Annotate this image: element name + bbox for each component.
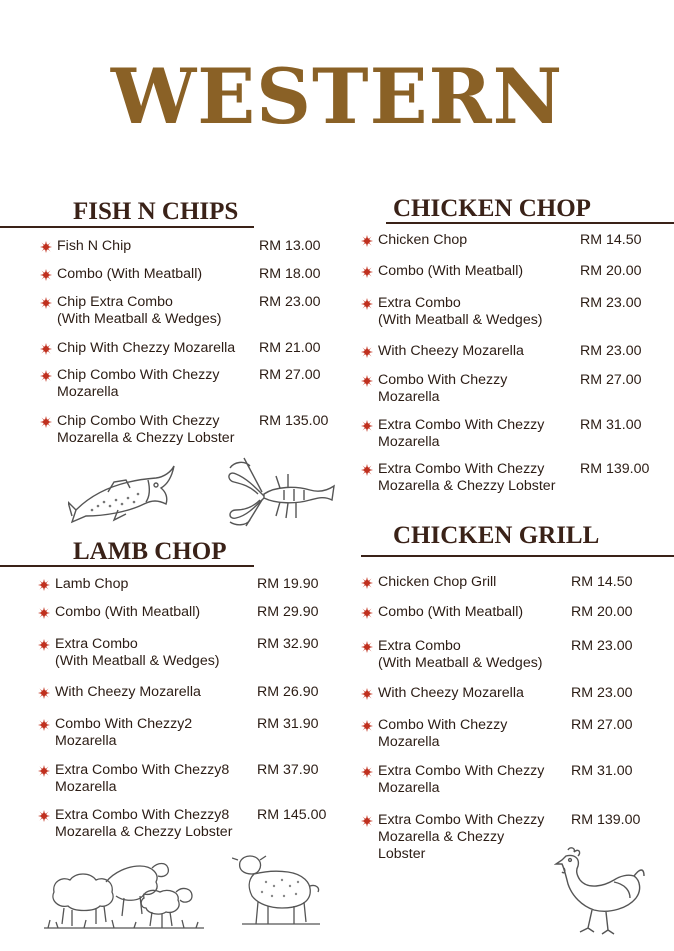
bullet-icon <box>38 607 50 619</box>
menu-item-name-line: With Cheezy Mozarella <box>55 684 201 700</box>
menu-item-price: RM 135.00 <box>259 413 329 429</box>
menu-item-name-line: Extra Combo <box>378 638 461 654</box>
lobster-icon <box>224 456 336 528</box>
bullet-icon <box>38 687 50 699</box>
menu-item-price: RM 14.50 <box>571 574 633 590</box>
bullet-icon <box>361 766 373 778</box>
menu-item-name <box>55 762 229 796</box>
menu-item-name <box>57 340 235 357</box>
bullet-icon <box>361 688 373 700</box>
menu-item-name-line: Fish N Chip <box>57 238 132 254</box>
menu-item-price: RM 31.90 <box>257 716 319 732</box>
menu-item-name <box>378 461 555 495</box>
bullet-icon <box>40 343 52 355</box>
menu-item-name-line: Combo (With Meatball) <box>378 263 524 279</box>
menu-item-name-line: Chip Extra Combo <box>57 294 173 310</box>
menu-item-name <box>57 367 219 401</box>
menu-item-name-line: Combo With Chezzy <box>378 372 508 388</box>
menu-item-price: RM 32.90 <box>257 636 319 652</box>
menu-item-name-line: Chip With Chezzy Mozarella <box>57 340 236 356</box>
menu-item-name <box>378 263 523 280</box>
menu-item-name-line: Extra Combo With Chezzy <box>378 812 545 828</box>
menu-item-name-line: Mozarella & Chezzy Lobster <box>55 824 233 840</box>
section-divider <box>386 222 674 224</box>
menu-item-name <box>55 807 232 841</box>
menu-item-name <box>378 717 507 751</box>
menu-item-price: RM 20.00 <box>580 263 642 279</box>
menu-item-name <box>55 716 192 750</box>
bullet-icon <box>361 375 373 387</box>
bullet-icon <box>361 266 373 278</box>
menu-item-price: RM 23.00 <box>580 295 642 311</box>
menu-item-price: RM 26.90 <box>257 684 319 700</box>
menu-item-name <box>378 295 543 329</box>
bullet-icon <box>361 720 373 732</box>
bullet-icon <box>40 297 52 309</box>
menu-item-price: RM 31.00 <box>580 417 642 433</box>
menu-item-name-line: (With Meatball & Wedges) <box>378 655 543 671</box>
menu-item-name <box>378 372 507 406</box>
menu-item-price: RM 18.00 <box>259 266 321 282</box>
menu-item-name-line: Chicken Chop <box>378 232 468 248</box>
chicken-icon <box>554 846 646 938</box>
menu-item-price: RM 13.00 <box>259 238 321 254</box>
menu-item-name <box>57 238 131 255</box>
menu-item-name-line: Mozarella & Chezzy Lobster <box>378 478 556 494</box>
menu-item-name-line: Mozarella <box>378 780 440 796</box>
menu-item-name <box>378 417 544 451</box>
menu-item-name-line: Mozarella <box>55 733 117 749</box>
menu-item-name-line: Lobster <box>378 846 426 862</box>
menu-item-name-line: Mozarella & Chezzy <box>378 829 505 845</box>
menu-item-price: RM 37.90 <box>257 762 319 778</box>
bullet-icon <box>361 346 373 358</box>
lamb-icon <box>232 852 322 928</box>
menu-item-name-line: Combo (With Meatball) <box>57 266 203 282</box>
menu-item-name-line: Chip Combo With Chezzy <box>57 413 220 429</box>
bullet-icon <box>40 269 52 281</box>
section-divider <box>0 226 254 228</box>
menu-item-name <box>378 812 544 863</box>
menu-item-price: RM 29.90 <box>257 604 319 620</box>
menu-item-name <box>378 232 467 249</box>
bullet-icon <box>361 607 373 619</box>
menu-item-name <box>57 413 234 447</box>
menu-item-name-line: Extra Combo With Chezzy8 <box>55 762 230 778</box>
bullet-icon <box>40 416 52 428</box>
bullet-icon <box>38 719 50 731</box>
menu-item-name-line: Mozarella <box>378 389 440 405</box>
menu-item-name-line: Chip Combo With Chezzy <box>57 367 220 383</box>
menu-item-price: RM 139.00 <box>571 812 641 828</box>
menu-item-name <box>57 294 222 328</box>
bullet-icon <box>361 815 373 827</box>
menu-item-name <box>55 636 220 670</box>
menu-item-name-line: Combo With Chezzy2 <box>55 716 193 732</box>
section-title-chicken-grill: CHICKEN GRILL <box>393 522 600 549</box>
menu-title: WESTERN <box>110 52 564 141</box>
menu-item-price: RM 27.00 <box>571 717 633 733</box>
menu-item-price: RM 20.00 <box>571 604 633 620</box>
menu-item-name-line: Mozarella <box>378 734 440 750</box>
menu-item-name-line: Lamb Chop <box>55 576 129 592</box>
menu-item-name-line: Mozarella <box>55 779 117 795</box>
fish-icon <box>68 458 178 526</box>
menu-item-name-line: Combo (With Meatball) <box>55 604 201 620</box>
menu-item-name-line: Chicken Chop Grill <box>378 574 497 590</box>
menu-item-name-line: With Cheezy Mozarella <box>378 685 524 701</box>
bullet-icon <box>38 579 50 591</box>
menu-item-name-line: Mozarella <box>378 434 440 450</box>
menu-item-name-line: With Cheezy Mozarella <box>378 343 524 359</box>
menu-item-price: RM 21.00 <box>259 340 321 356</box>
menu-item-name-line: (With Meatball & Wedges) <box>57 311 222 327</box>
menu-item-name-line: Extra Combo With Chezzy <box>378 763 545 779</box>
menu-item-name-line: (With Meatball & Wedges) <box>378 312 543 328</box>
menu-item-price: RM 139.00 <box>580 461 650 477</box>
menu-item-price: RM 27.00 <box>259 367 321 383</box>
menu-item-price: RM 23.00 <box>571 638 633 654</box>
menu-item-name-line: Extra Combo <box>55 636 138 652</box>
menu-item-name-line: Mozarella & Chezzy Lobster <box>57 430 235 446</box>
menu-item-price: RM 19.90 <box>257 576 319 592</box>
bullet-icon <box>361 420 373 432</box>
menu-item-price: RM 31.00 <box>571 763 633 779</box>
menu-item-price: RM 27.00 <box>580 372 642 388</box>
menu-item-name <box>57 266 202 283</box>
bullet-icon <box>38 765 50 777</box>
menu-item-price: RM 14.50 <box>580 232 642 248</box>
bullet-icon <box>361 464 373 476</box>
menu-item-name-line: (With Meatball & Wedges) <box>55 653 220 669</box>
section-title-fish: FISH N CHIPS <box>73 198 239 225</box>
menu-item-name <box>378 685 524 702</box>
bullet-icon <box>361 235 373 247</box>
menu-item-name-line: Extra Combo <box>378 295 461 311</box>
bullet-icon <box>40 241 52 253</box>
menu-item-name <box>378 343 524 360</box>
bullet-icon <box>40 370 52 382</box>
menu-item-price: RM 145.00 <box>257 807 327 823</box>
menu-item-name-line: Combo With Chezzy <box>378 717 508 733</box>
menu-item-name-line: Extra Combo With Chezzy8 <box>55 807 230 823</box>
bullet-icon <box>361 298 373 310</box>
menu-item-price: RM 23.00 <box>259 294 321 310</box>
menu-item-name <box>378 604 523 621</box>
bullet-icon <box>38 810 50 822</box>
menu-item-name <box>55 604 200 621</box>
sheep-flock-icon <box>44 852 204 932</box>
menu-item-name-line: Mozarella <box>57 384 119 400</box>
section-divider <box>0 565 254 567</box>
menu-item-price: RM 23.00 <box>580 343 642 359</box>
menu-item-name <box>55 576 128 593</box>
menu-item-name <box>55 684 201 701</box>
menu-item-name <box>378 638 543 672</box>
menu-item-name <box>378 574 496 591</box>
menu-item-name-line: Combo (With Meatball) <box>378 604 524 620</box>
section-title-lamb: LAMB CHOP <box>73 538 227 565</box>
section-divider <box>361 555 674 557</box>
bullet-icon <box>38 639 50 651</box>
bullet-icon <box>361 641 373 653</box>
section-title-chicken-chop: CHICKEN CHOP <box>393 195 591 222</box>
menu-item-name-line: Extra Combo With Chezzy <box>378 417 545 433</box>
menu-item-price: RM 23.00 <box>571 685 633 701</box>
menu-item-name <box>378 763 544 797</box>
menu-item-name-line: Extra Combo With Chezzy <box>378 461 545 477</box>
bullet-icon <box>361 577 373 589</box>
